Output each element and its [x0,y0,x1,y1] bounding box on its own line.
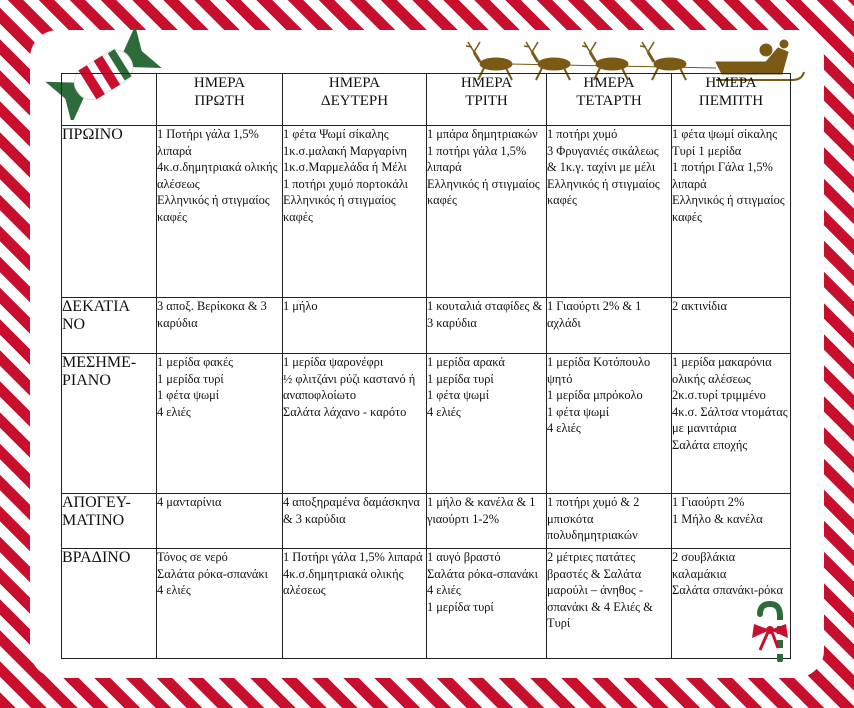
meal-cell: 1 μερίδα μακαρόνια ολικής αλέσεως 2κ.σ.τυρί τριμμένο 4κ.σ. Σάλτσα ντομάτας με μανιτάρια Σαλάτα εποχής [672,354,791,494]
meal-cell: 4 μανταρίνια [157,494,283,549]
table-row-afternoon-snack [62,494,791,549]
meal-cell: 1 μήλο & κανέλα & 1 γιαούρτι 1-2% [427,494,547,549]
meal-cell: 1 μερίδα αρακά 1 μερίδα τυρί 1 φέτα ψωμί 4 ελιές [427,354,547,494]
meal-cell: 2 σουβλάκια καλαμάκια Σαλάτα σπανάκι-ρόκα [672,549,791,659]
meal-cell: 1 ποτήρι χυμό 3 Φρυγανιές σικάλεως & 1κ.γ. ταχίνι με μέλι Ελληνικός ή στιγμαίος καφές [547,126,672,298]
candy-cane-icon [740,598,800,662]
corner-cell [62,74,157,126]
meal-label-morning-snack: ΔΕΚΑΤΙΑ ΝΟ [62,298,157,354]
day-header-4: ΗΜΕΡΑ ΤΕΤΑΡΤΗ [547,74,672,126]
meal-label-breakfast: ΠΡΩΙΝΟ [62,126,157,298]
meal-cell: 1 Γιαούρτι 2% 1 Μήλο & κανέλα [672,494,791,549]
day-header-2: ΗΜΕΡΑ ΔΕΥΤΕΡΗ [283,74,427,126]
meal-cell: 1 ποτήρι χυμό & 2 μπισκότα πολυδημητριακών [547,494,672,549]
meal-cell: 1 μερίδα φακές 1 μερίδα τυρί 1 φέτα ψωμί 4 ελιές [157,354,283,494]
meal-cell: 1 μερίδα Κοτόπουλο ψητό 1 μερίδα μπρόκολο 1 φέτα ψωμί 4 ελιές [547,354,672,494]
day-header-5: ΗΜΕΡΑ ΠΕΜΠΤΗ [672,74,791,126]
meal-cell: 1 κουταλιά σταφίδες & 3 καρύδια [427,298,547,354]
weekly-meal-plan-table [61,73,791,659]
meal-cell: 1 αυγό βραστό Σαλάτα ρόκα-σπανάκι 4 ελιές 1 μερίδα τυρί [427,549,547,659]
meal-cell: 1 μερίδα ψαρονέφρι ½ φλιτζάνι ρύζι καστανό ή αναποφλοίωτο Σαλάτα λάχανο - καρότο [283,354,427,494]
meal-label-lunch: ΜΕΣΗΜΕ- ΡΙΑΝΟ [62,354,157,494]
day-header-1: ΗΜΕΡΑ ΠΡΩΤΗ [157,74,283,126]
table-row-breakfast [62,126,791,298]
meal-cell: 1 Ποτήρι γάλα 1,5% λιπαρά 4κ.σ.δημητριακά ολικής αλέσεως [283,549,427,659]
meal-cell: Τόνος σε νερό Σαλάτα ρόκα-σπανάκι 4 ελιές [157,549,283,659]
meal-cell: 1 Γιαούρτι 2% & 1 αχλάδι [547,298,672,354]
meal-cell: 2 ακτινίδια [672,298,791,354]
meal-cell: 1 μήλο [283,298,427,354]
table-row-lunch [62,354,791,494]
table-row-morning-snack [62,298,791,354]
meal-cell: 4 αποξηραμένα δαμάσκηνα & 3 καρύδια [283,494,427,549]
header-row [62,74,791,126]
meal-cell: 3 αποξ. Βερίκοκα & 3 καρύδια [157,298,283,354]
meal-label-afternoon-snack: ΑΠΟΓΕΥ- ΜΑΤΙΝΟ [62,494,157,549]
meal-cell: 1 φέτα Ψωμί σίκαλης 1κ.σ.μαλακή Μαργαρίνη 1κ.σ.Μαρμελάδα ή Μέλι 1 ποτήρι χυμό πορτοκάλι Ελληνικός ή στιγμαίος καφές [283,126,427,298]
meal-cell: 1 μπάρα δημητριακών 1 ποτήρι γάλα 1,5% λιπαρά Ελληνικός ή στιγμαίος καφές [427,126,547,298]
meal-cell: 1 φέτα ψωμί σίκαλης Τυρί 1 μερίδα 1 ποτήρι Γάλα 1,5% λιπαρά Ελληνικός ή στιγμαίος καφές [672,126,791,298]
meal-cell: 1 Ποτήρι γάλα 1,5% λιπαρά 4κ.σ.δημητριακά ολικής αλέσεως Ελληνικός ή στιγμαίος καφές [157,126,283,298]
day-header-3: ΗΜΕΡΑ ΤΡΙΤΗ [427,74,547,126]
meal-label-dinner: ΒΡΑΔΙΝΟ [62,549,157,659]
meal-cell: 2 μέτριες πατάτες βραστές & Σαλάτα μαρούλι – άνηθος - σπανάκι & 4 Ελιές & Τυρί [547,549,672,659]
table-row-dinner [62,549,791,659]
